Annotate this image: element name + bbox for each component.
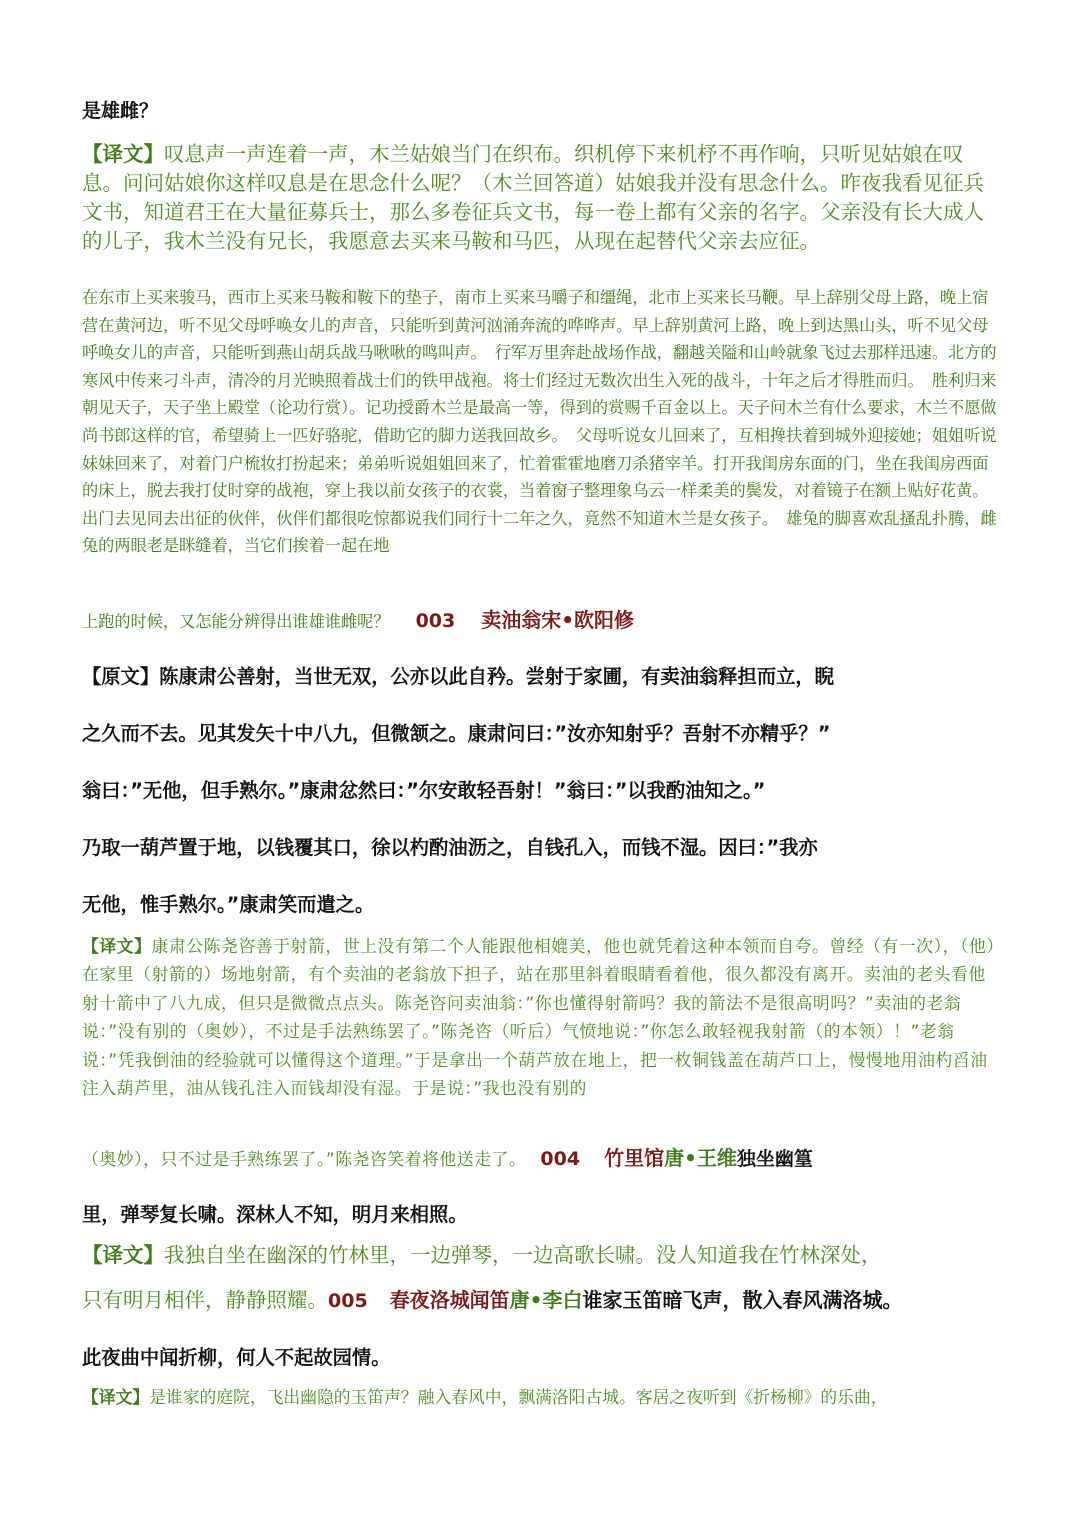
poem5-number: 005	[328, 1290, 368, 1312]
mulan-translation-intro-text: 叹息声一声连着一声，木兰姑娘当门在织布。织机停下来机杼不再作响，只听见姑娘在叹息。问问姑娘你这样叹息是在思念什么呢？（木兰回答道）姑娘我并没有思念什么。昨夜我看见征兵文书，知道君王在大量征募兵士，那么多卷征兵文书，每一卷上都有父亲的名字。父亲没有长大成人的儿子，我木兰没有兄长，我愿意去买来马鞍和马匹，从现在起替代父亲去应征。	[82, 142, 984, 253]
translation-label: 【译文】	[82, 142, 164, 166]
poem3-original-line: 之久而不去。见其发矢十中八九，但微颔之。康肃问曰：”汝亦知射乎？吾射不亦精乎？”	[82, 722, 831, 745]
poem4-translation-text: 我独自坐在幽深的竹林里，一边弹琴，一边高歌长啸。没人知道我在竹林深处，	[164, 1243, 882, 1267]
translation-label: 【译文】	[82, 1387, 150, 1407]
poem3-heading-line	[82, 602, 1000, 640]
poem5-translation	[82, 1383, 1000, 1411]
poem3-original-line: 无他，惟手熟尔。”康肃笑而遣之。	[82, 893, 375, 916]
poem3-translation	[82, 932, 1000, 1102]
poem5-title-name: 春夜洛城闻笛	[389, 1288, 510, 1312]
mulan-translation-body: 在东市上买来骏马，西市上买来马鞍和鞍下的垫子，南市上买来马嚼子和缰绳，北市上买来长马鞭。早上辞别父母上路，晚上宿营在黄河边，听不见父母呼唤女儿的声音，只能听到黄河汹涌奔流的哗哗声。早上辞别黄河上路，晚上到达黑山头，听不见父母呼唤女儿的声音，只能听到燕山胡兵战马啾啾的鸣叫声。 行军万里奔赴战场作战，翻越关隘和山岭就象飞过去那样迅速。北方的寒风中传来刁斗声，清冷的月光映照着战士们的铁甲战袍。将士们经过无数次出生入死的战斗，十年之后才得胜而归。 胜利归来朝见天子，天子坐上殿堂（论功行赏）。记功授爵木兰是最高一等，得到的赏赐千百金以上。天子问木兰有什么要求，木兰不愿做尚书郎这样的官，希望骑上一匹好骆驼，借助它的脚力送我回故乡。 父母听说女儿回来了，互相搀扶着到城外迎接她；姐姐听说妹妹回来了，对着门户梳妆打扮起来；弟弟听说姐姐回来了，忙着霍霍地磨刀杀猪宰羊。打开我闺房东面的门，坐在我闺房西面的床上，脱去我打仗时穿的战袍，穿上我以前女孩子的衣裳，当着窗子整理象乌云一样柔美的鬓发，对着镜子在额上贴好花黄。出门去见同去出征的伙伴，伙伴们都很吃惊都说我们同行十二年之久，竟然不知道木兰是女孩子。 雄兔的脚喜欢乱搔乱扑腾，雌兔的两眼老是眯缝着，当它们挨着一起在地	[82, 288, 997, 556]
poem5-original-rest: 此夜曲中闻折柳，何人不起故园情。	[82, 1346, 391, 1369]
poem5-title-author: 唐•李白	[509, 1288, 583, 1312]
poem5-original-start: 谁家玉笛暗飞声，散入春风满洛城。	[582, 1288, 903, 1312]
poem4-original-start: 独坐幽篁	[736, 1148, 813, 1170]
poem4-number: 004	[540, 1148, 581, 1170]
poem3-translation-text: 康肃公陈尧咨善于射箭，世上没有第二个人能跟他相媲美，他也就凭着这种本领而自夸。曾经（有一次），（他）在家里（射箭的）场地射箭，有个卖油的老翁放下担子，站在那里斜着眼睛看着他，很久都没有离开。卖油的老头看他射十箭中了八九成，但只是微微点点头。陈尧咨问卖油翁：”你也懂得射箭吗？我的箭法不是很高明吗？”卖油的老翁说：”没有别的（奥妙），不过是手法熟练罢了。”陈尧咨（听后）气愤地说：”你怎么敢轻视我射箭（的本领）！”老翁说：”凭我倒油的经验就可以懂得这个道理。”于是拿出一个葫芦放在地上，把一枚铜钱盖在葫芦口上，慢慢地用油杓舀油注入葫芦里，油从钱孔注入而钱却没有湿。于是说：”我也没有别的	[82, 936, 996, 1099]
poem3-title: 卖油翁宋•欧阳修	[481, 608, 635, 632]
poem3-translation-tail: （奥妙），只不过是手熟练罢了。”陈尧咨笑着将他送走了。	[82, 1149, 527, 1169]
poem3-original-line: 乃取一葫芦置于地，以钱覆其口，徐以杓酌油沥之，自钱孔入，而钱不湿。因曰：”我亦	[82, 836, 818, 859]
mulan-translation-intro	[82, 140, 1000, 256]
poem4-translation-tail: 只有明月相伴，静静照耀。	[82, 1288, 328, 1312]
poem4-original-rest: 里，弹琴复长啸。深林人不知，明月来相照。	[82, 1203, 468, 1226]
poem3-original	[82, 662, 1000, 947]
poem4-title-name: 竹里馆	[604, 1146, 665, 1170]
poem3-original-line: 【原文】陈康肃公善射，当世无双，公亦以此自矜。尝射于家圃，有卖油翁释担而立，睨	[82, 665, 834, 688]
poem4-heading-line	[82, 1140, 1000, 1177]
top-line: 是雄雌？	[82, 100, 159, 122]
poem5-heading-line	[82, 1283, 1000, 1318]
poem4-title-author: 唐•王维	[664, 1146, 737, 1170]
translation-label: 【译文】	[82, 936, 152, 956]
translation-label: 【译文】	[82, 1243, 164, 1267]
poem3-number: 003	[415, 610, 456, 632]
poem4-translation-line	[82, 1238, 1000, 1272]
poem3-original-line: 翁曰：”无他，但手熟尔。”康肃忿然曰：”尔安敢轻吾射！”翁曰：”以我酌油知之。”	[82, 779, 766, 802]
mulan-translation-tail: 上跑的时候，又怎能分辨得出谁雄谁雌呢？	[82, 612, 390, 631]
poem5-translation-text: 是谁家的庭院，飞出幽隐的玉笛声？融入春风中，飘满洛阳古城。客居之夜听到《折杨柳》的乐曲，	[149, 1387, 888, 1407]
